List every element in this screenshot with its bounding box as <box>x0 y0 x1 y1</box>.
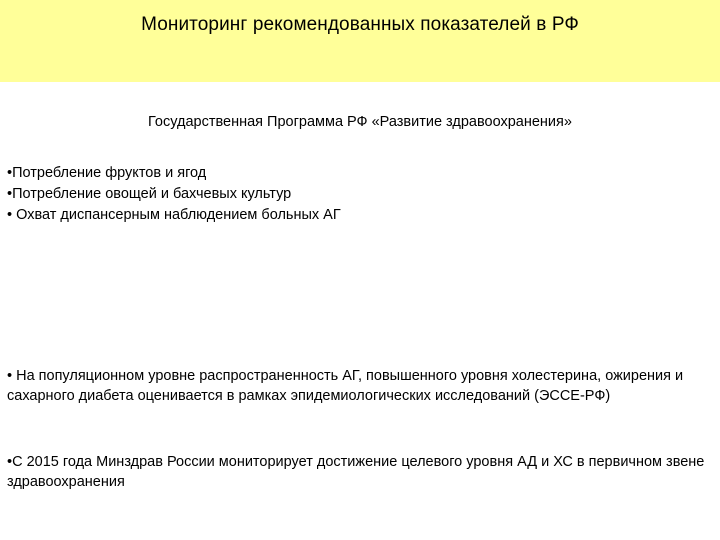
population-monitoring-paragraph: • На популяционном уровне распространенность АГ, повышенного уровня холестерина, ожирения и сахарного диабета оценивается в рамках эпидемиологических исследований (ЭССЕ-РФ) <box>7 368 684 404</box>
indicator-item: • Охват диспансерным наблюдением больных АГ <box>7 207 341 223</box>
indicator-item: •Потребление фруктов и ягод <box>7 165 207 181</box>
indicator-list <box>7 163 707 226</box>
slide-title: Мониторинг рекомендованных показателей в РФ <box>141 14 579 35</box>
program-subtitle: Государственная Программа РФ «Развитие здравоохранения» <box>148 114 572 130</box>
title-banner <box>0 0 720 82</box>
ministry-monitoring-paragraph: •С 2015 года Минздрав России мониторирует достижение целевого уровня АД и ХС в первичном звене здравоохранения <box>7 454 705 490</box>
indicator-item: •Потребление овощей и бахчевых культур <box>7 186 292 202</box>
